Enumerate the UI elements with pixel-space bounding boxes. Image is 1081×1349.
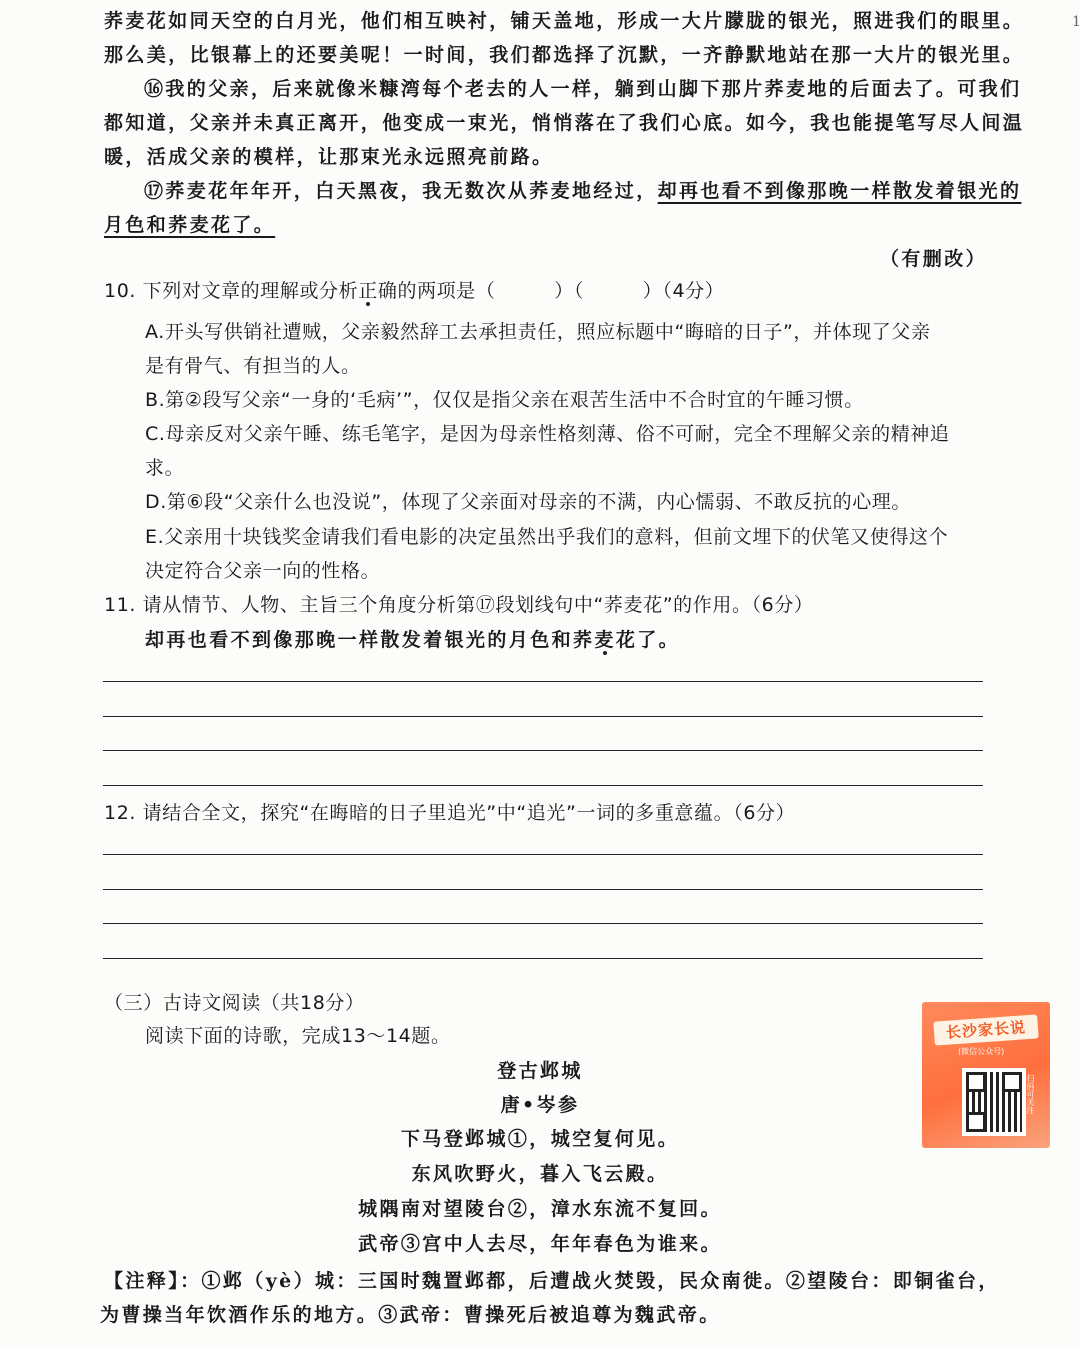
option-a[interactable]: A.开头写供销社遭贼，父亲毅然辞工去承担责任，照应标题中“晦暗的日子”，并体现了父亲 <box>145 321 931 343</box>
question-12-stem: 12. 请结合全文，探究“在晦暗的日子里追光”中“追光”一词的多重意蕴。（6分） <box>104 802 796 824</box>
question-text: 10. 下列对文章的理解或分析 <box>104 280 359 302</box>
poem-notes-cont: 为曹操当年饮酒作乐的地方。③武帝：曹操死后被追尊为魏武帝。 <box>100 1304 721 1326</box>
answer-line[interactable] <box>103 750 983 751</box>
poem-line: 东风吹野火，暮入飞云殿。 <box>411 1163 669 1185</box>
section-instruction: 阅读下面的诗歌，完成13～14题。 <box>145 1025 451 1047</box>
page-edge-mark: 1 <box>1072 14 1081 30</box>
passage-line: 荞麦花如同天空的白月光，他们相互映衬，铺天盖地，形成一大片朦胧的银光，照进我们的眼里。 <box>104 10 1025 32</box>
answer-line[interactable] <box>103 716 983 717</box>
promo-stamp[interactable] <box>922 1002 1050 1148</box>
quote-text: 了。 <box>637 629 681 651</box>
option-c-cont: 求。 <box>145 457 185 479</box>
quote-text: 却再也看不到像那晚一样散发着银光的月色和 <box>145 629 574 651</box>
option-a-cont: 是有骨气、有担当的人。 <box>145 355 361 377</box>
passage-paragraph-17 <box>144 174 1080 208</box>
poem-title: 登古邺城 <box>497 1060 583 1082</box>
qr-code-icon[interactable] <box>962 1068 1026 1136</box>
option-d[interactable]: D.第⑥段“父亲什么也没说”，体现了父亲面对母亲的不满，内心懦弱、不敢反抗的心理。 <box>145 491 911 513</box>
question-10-stem <box>104 274 1080 308</box>
answer-line[interactable] <box>103 854 983 855</box>
passage-paragraph-16: ⑯我的父亲，后来就像米糠湾每个老去的人一样，躺到山脚下那片荞麦地的后面去了。可我们 <box>144 78 1022 100</box>
passage-line <box>104 208 1080 242</box>
question-11-stem: 11. 请从情节、人物、主旨三个角度分析第⑰段划线句中“荞麦花”的作用。（6分） <box>104 594 814 616</box>
emphasis-word: 荞麦花 <box>573 629 638 651</box>
answer-line[interactable] <box>103 785 983 786</box>
passage-line: 暖，活成父亲的模样，让那束光永远照亮前路。 <box>104 146 554 168</box>
stamp-title: 长沙家长说 <box>933 1014 1038 1045</box>
answer-line[interactable] <box>103 681 983 682</box>
poem-author: 唐•岑参 <box>500 1094 580 1116</box>
stamp-subtitle: (微信公众号) <box>958 1047 1005 1056</box>
stamp-side-text: 扫码可关注 <box>1026 1074 1035 1114</box>
poem-line: 武帝③宫中人去尽，年年春色为谁来。 <box>358 1233 722 1255</box>
poem-line: 下马登邺城①，城空复何见。 <box>400 1128 680 1150</box>
qr-finder <box>966 1112 986 1132</box>
option-e[interactable]: E.父亲用十块钱奖金请我们看电影的决定虽然出乎我们的意料，但前文埋下的伏笔又使得这个 <box>145 526 949 548</box>
poem-line: 城隅南对望陵台②，漳水东流不复回。 <box>358 1198 722 1220</box>
qr-finder <box>966 1072 986 1092</box>
answer-line[interactable] <box>103 923 983 924</box>
question-text: 确的两项是（ ）（ ）（4分） <box>377 280 725 302</box>
passage-text: ⑰荞麦花年年开，白天黑夜，我无数次从荞麦地经过， <box>144 180 658 202</box>
qr-finder <box>1002 1072 1022 1092</box>
poem-notes: 【注释】：①邺（yè）城：三国时魏置邺都，后遭战火焚毁，民众南徙。②望陵台：即铜雀台， <box>104 1270 1000 1292</box>
underlined-sentence: 月色和荞麦花了。 <box>104 214 276 236</box>
option-e-cont: 决定符合父亲一向的性格。 <box>145 560 381 582</box>
abridged-note: （有删改） <box>880 248 988 270</box>
passage-line: 那么美，比银幕上的还要美呢！一时间，我们都选择了沉默，一齐静默地站在那一大片的银光里。 <box>104 44 1025 66</box>
underlined-sentence: 却再也看不到像那晚一样散发着银光的 <box>657 180 1022 202</box>
passage-line: 都知道，父亲并未真正离开，他变成一束光，悄悄落在了我们心底。如今，我也能提笔写尽人间温 <box>104 112 1025 134</box>
answer-line[interactable] <box>103 889 983 890</box>
option-c[interactable]: C.母亲反对父亲午睡、练毛笔字，是因为母亲性格刻薄、俗不可耐，完全不理解父亲的精神追 <box>145 423 950 445</box>
option-b[interactable]: B.第②段写父亲“一身的‘毛病’”，仅仅是指父亲在艰苦生活中不合时宜的午睡习惯。 <box>145 389 864 411</box>
section-heading: （三）古诗文阅读（共18分） <box>104 992 365 1014</box>
question-11-quote <box>145 623 1080 657</box>
answer-line[interactable] <box>103 958 983 959</box>
emphasis-char: 正 <box>358 280 378 302</box>
